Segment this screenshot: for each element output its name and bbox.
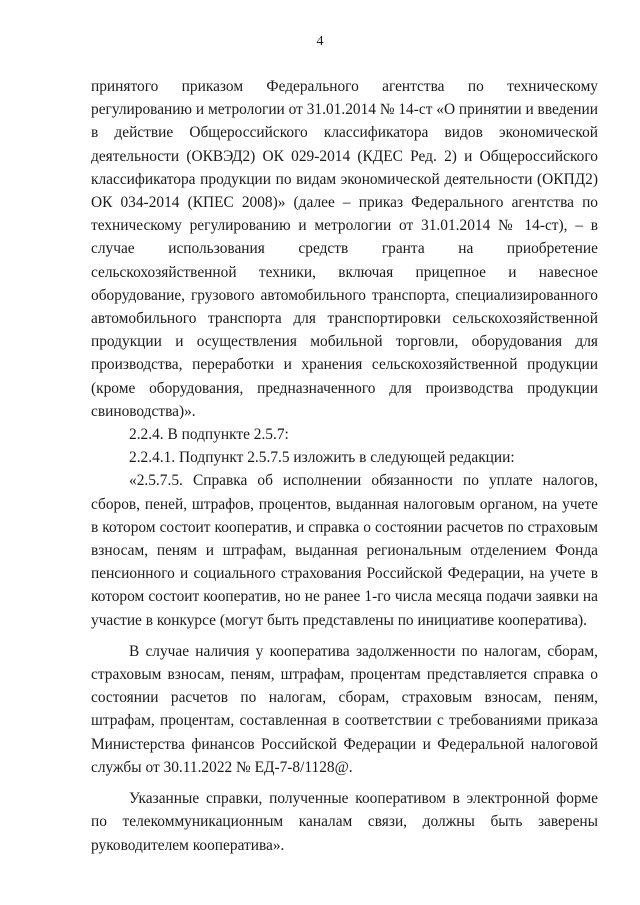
paragraph-subclause-2-2-4: 2.2.4. В подпункте 2.5.7:	[129, 426, 289, 444]
paragraph-electronic-certificates: Указанные справки, полученные кооперативом в электронной форме по телекоммуникационным каналам связи, должны быть заверены руководителем кооператива».	[91, 790, 598, 854]
paragraph-clause-2-5-7-5: «2.5.7.5. Справка об исполнении обязанности по уплате налогов, сборов, пеней, штрафов, процентов, выданная налоговым органом, на учете в котором состоит кооператив, и справка о состоянии расчетов по страховым взносам, пеням и штрафам, выданная региональным отделением Фонда пенсионного и социального страхования Российской Федерации, на учете в котором состоит кооператив, но не ранее 1-го числа месяца подачи заявки на участие в конкурсе (могут быть представлены по инициативе кооператива).	[91, 472, 598, 629]
paragraph-continuation: принятого приказом Федерального агентства по техническому регулированию и метрологии от 31.01.2014 № 14-ст «О принятии и введении в действие Общероссийского классификатора видов экономической деятельности (ОКВЭД2) ОК 029-2014 (КДЕС Ред. 2) и Общероссийского классификатора продукции по видам экономической деятельности (ОКПД2) ОК 034-2014 (КПЕС 2008)» (далее – приказ Федерального агентства по техническому регулированию и метрологии от 31.01.2014 № 14-ст), – в случае использования средств гранта на приобретение сельскохозяйственной техники, включая прицепное и навесное оборудование, грузового автомобильного транспорта, специализированного автомобильного транспорта для транспортировки сельскохозяйственной продукции и осуществления мобильной торговли, оборудования для производства, переработки и хранения сельскохозяйственной продукции (кроме оборудования, предназначенного для производства продукции свиноводства)».	[91, 78, 598, 420]
document-text	[91, 75, 598, 857]
paragraph-debt-case: В случае наличия у кооператива задолженности по налогам, сборам, страховым взносам, пеням, штрафам, процентам представляется справка о состоянии расчетов по налогам, сборам, страховым взносам, пеням, штрафам, процентам, составленная в соответствии с требованиями приказа Министерства финансов Российской Федерации и Федеральной налоговой службы от 30.11.2022 № ЕД-7-8/1128@.	[91, 642, 598, 776]
paragraph-subclause-2-2-4-1: 2.2.4.1. Подпункт 2.5.7.5 изложить в следующей редакции:	[129, 449, 515, 467]
page-number: 4	[316, 34, 324, 49]
